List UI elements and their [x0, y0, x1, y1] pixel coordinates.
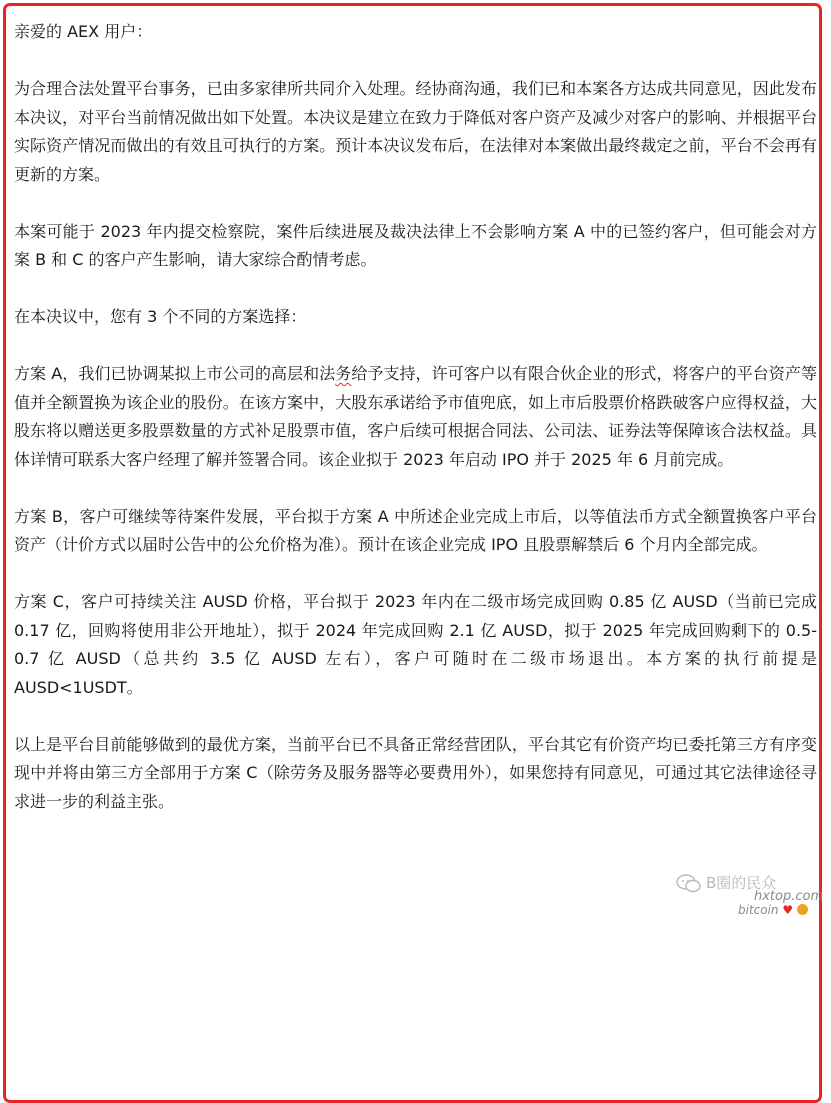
paragraph-closing: 以上是平台目前能够做到的最优方案，当前平台已不具备正常经营团队，平台其它有价资产均已委托第三方有序变现中并将由第三方全部用于方案 C（除劳务及服务器等必要费用外），如果您持有同意见，可通过其它法律途径寻求进一步的利益主张。 — [14, 734, 817, 811]
paragraph-case-timeline: 本案可能于 2023 年内提交检察院，案件后续进展及裁决法律上不会影响方案 A 中的已签约客户，但可能会对方案 B 和 C 的客户产生影响，请大家综合酌情考虑。 — [14, 221, 817, 269]
spellcheck-underline: 务 — [335, 364, 352, 383]
bitcoin-coin-icon — [797, 904, 808, 915]
watermark-account-name: B圈的民众 — [706, 874, 777, 892]
paragraph-plan-b: 方案 B，客户可继续等待案件发展，平台拟于方案 A 中所述企业完成上市后，以等值法币方式全额置换客户平台资产（计价方式以届时公告中的公允价格为准）。预计在该企业完成 IPO 且股票解禁后 6 个月内全部完成。 — [14, 506, 817, 554]
announcement-body — [14, 18, 817, 816]
paragraph-plan-a — [14, 360, 817, 474]
paragraph-plan-c: 方案 C，客户可持续关注 AUSD 价格，平台拟于 2023 年内在二级市场完成回购 0.85 亿 AUSD（当前已完成 0.17 亿，回购将使用非公开地址），拟于 2024 年完成回购 2.1 亿 AUSD，拟于 2025 年完成回购剩下的 0.5-0.7 亿 AUSD（总共约 3.5 亿 AUSD 左右），客户可随时在二级市场退出。本方案的执行前提是 AUSD<1USDT。 — [14, 592, 817, 697]
plan-a-text-end: 给予支持，许可客户以有限合伙企业的形式，将客户的平台资产等值并全额置换为该企业的股份。在该方案中，大股东承诺给予市值兜底，如上市后股票价格跌破客户应得权益，大股东将以赠送更多股票数量的方式补足股票市值，客户后续可根据合同法、公司法、证券法等保障该合法权益。具体详情可联系大客户经理了解并签署合同。该企业拟于 2023 年启动 IPO 并于 2025 年 6 月前完成。 — [14, 364, 817, 469]
watermark-site: hxtop.com — [754, 889, 824, 904]
paragraph-options-intro: 在本决议中，您有 3 个不同的方案选择： — [14, 307, 307, 326]
watermark-bitcoin — [738, 903, 808, 917]
greeting: 亲爱的 AEX 用户： — [14, 22, 153, 41]
watermark-bitcoin-text: bitcoin — [738, 903, 779, 917]
heart-icon: ♥ — [782, 903, 794, 917]
paragraph-intro: 为合理合法处置平台事务，已由多家律所共同介入处理。经协商沟通，我们已和本案各方达成共同意见，因此发布本决议，对平台当前情况做出如下处置。本决议是建立在致力于降低对客户资产及减少对客户的影响、并根据平台实际资产情况而做出的有效且可执行的方案。预计本决议发布后，在法律对本案做出最终裁定之前，平台不会再有更新的方案。 — [14, 79, 817, 184]
wechat-icon — [676, 874, 702, 894]
watermark — [676, 872, 826, 918]
plan-a-text-start: 方案 A，我们已协调某拟上市公司的高层和法 — [14, 364, 336, 383]
